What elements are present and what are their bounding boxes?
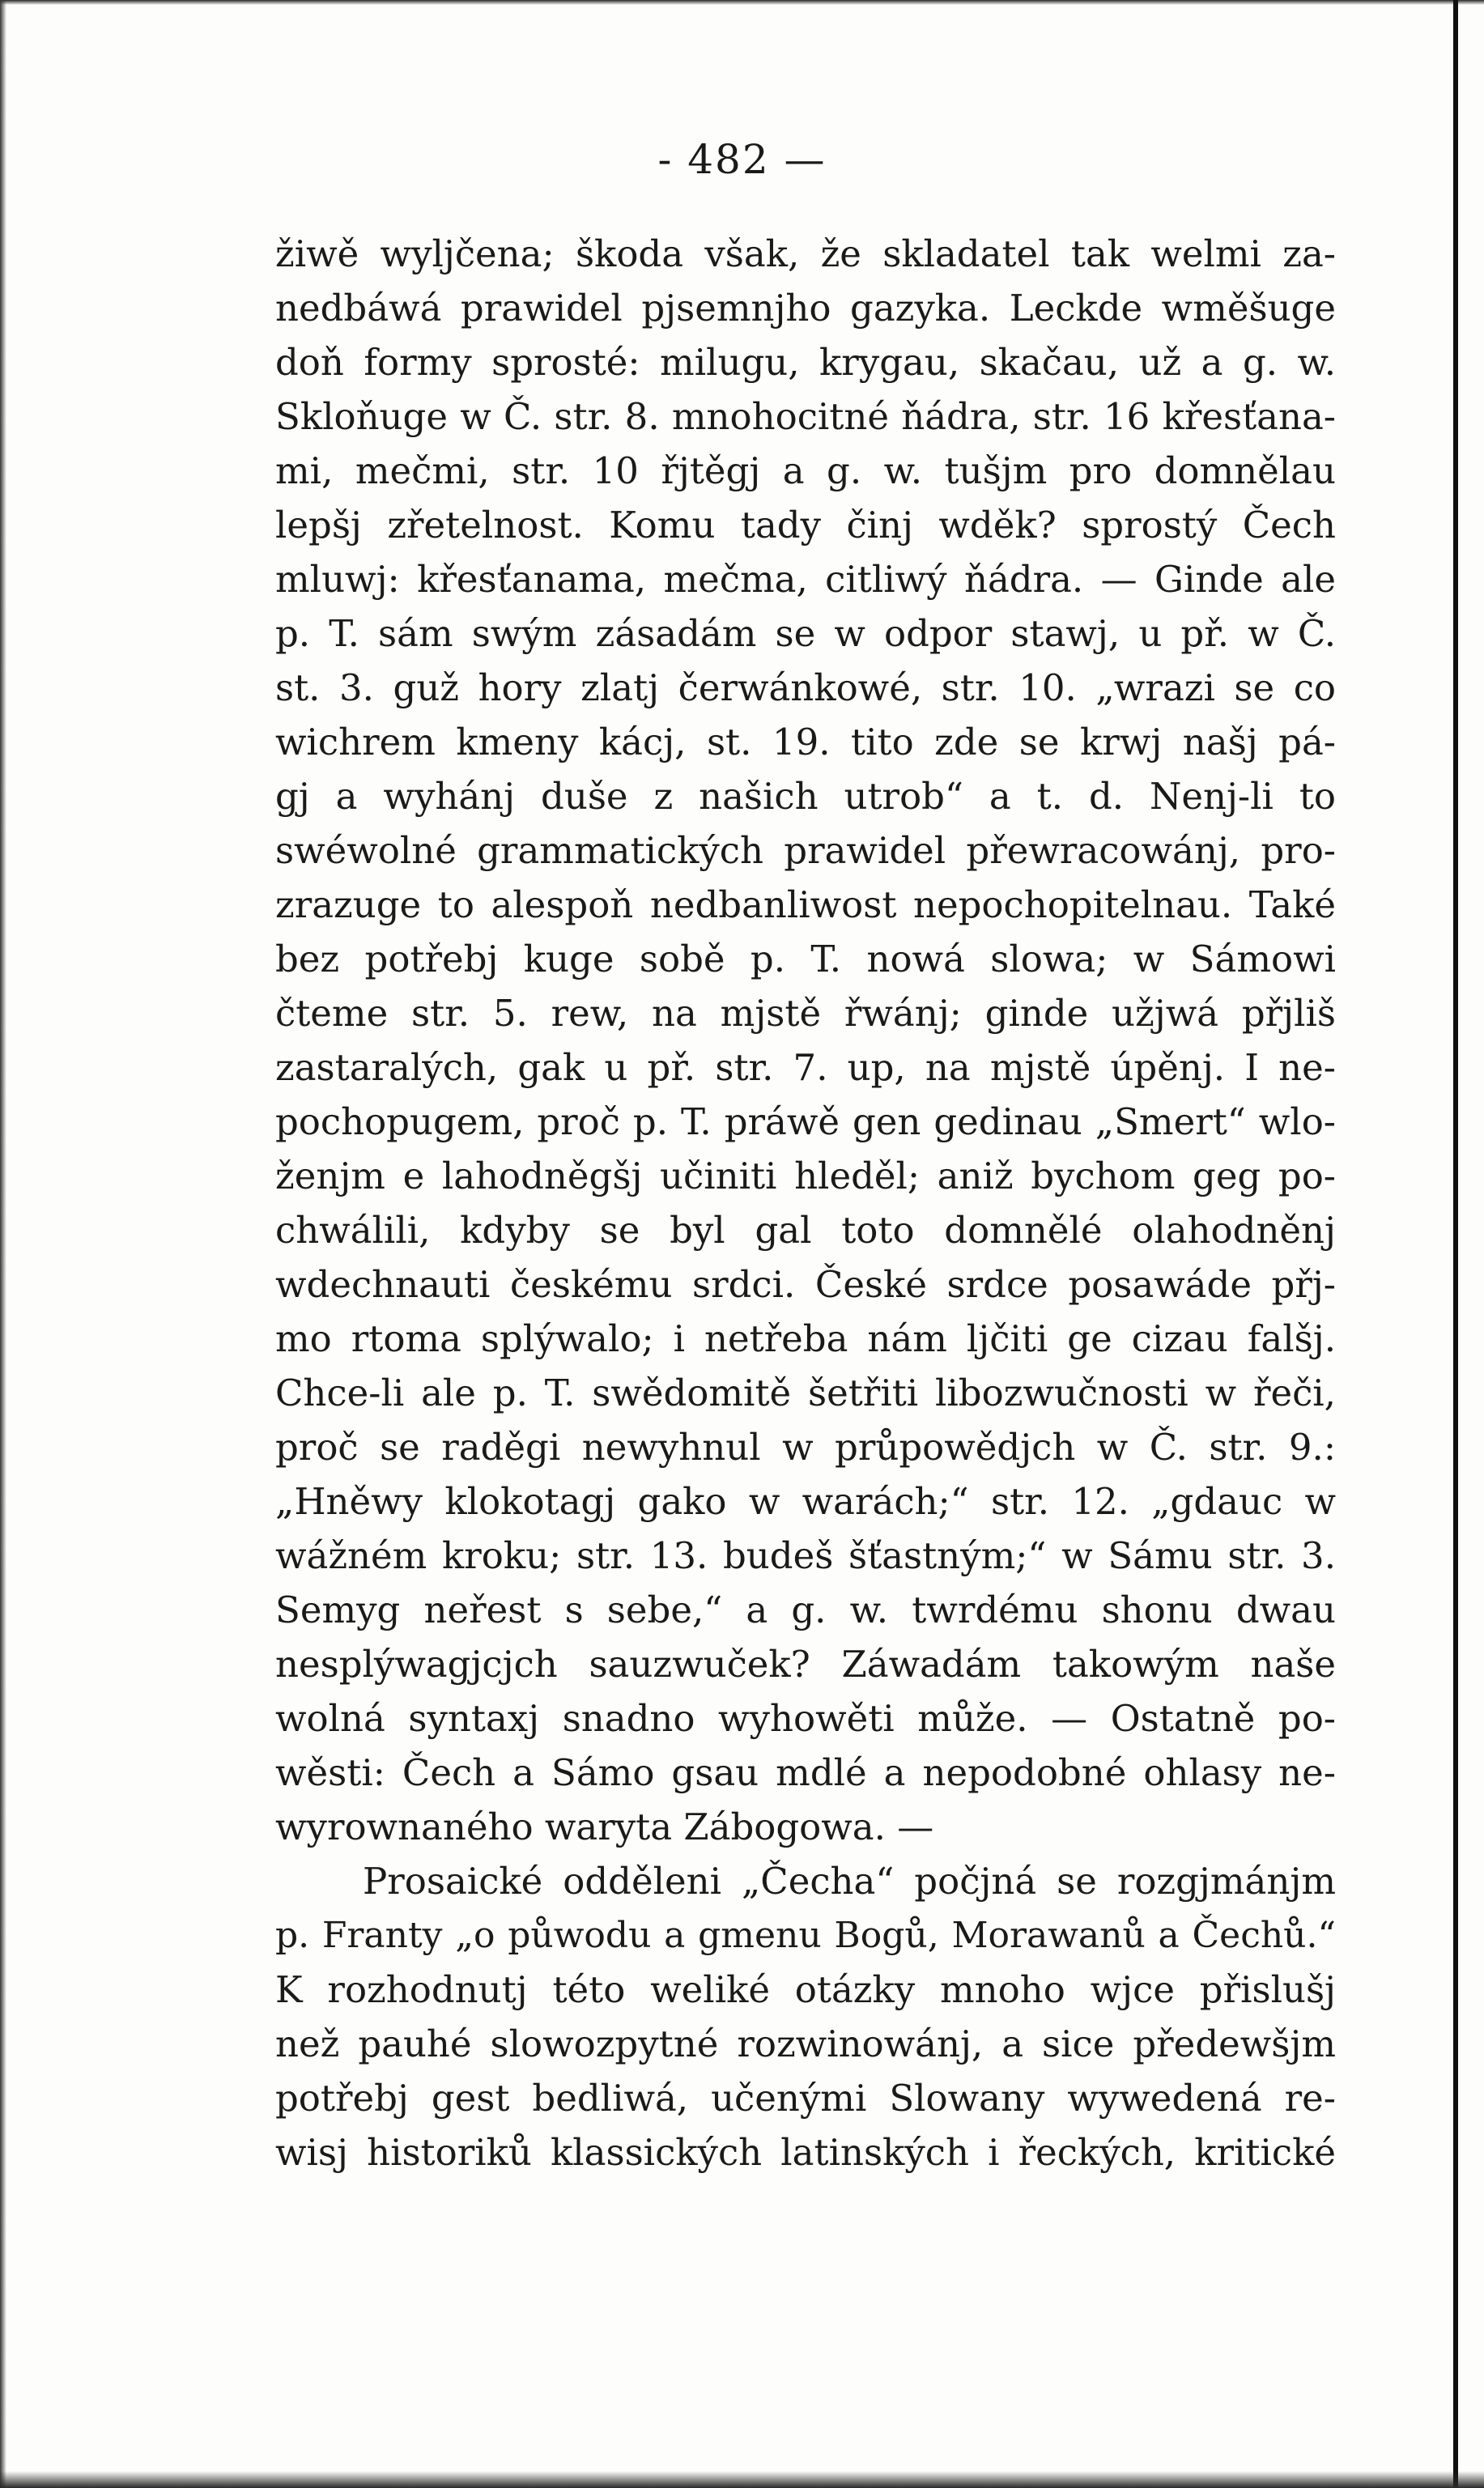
scan-edge-right (1453, 0, 1458, 2488)
text-line: zastaralých, gak u př. str. 7. up, na mjstě úpěnj. I ne- (275, 1046, 1336, 1089)
text-line: ženjm e lahodněgšj učiniti hleděl; aniž bychom geg po- (275, 1155, 1336, 1197)
text-line: bez potřebj kuge sobě p. T. nowá slowa; w Sámowi (275, 938, 1336, 980)
text-line: čteme str. 5. rew, na mjstě řwánj; ginde užjwá přjliš (275, 992, 1336, 1035)
text-line: Skloňuge w Č. str. 8. mnohocitné ňádra, str. 16 křesťana- (275, 395, 1336, 438)
text-line: p. T. sám swým zásadám se w odpor stawj, u př. w Č. (275, 612, 1336, 655)
scan-edge-left (0, 0, 6, 2488)
text-line: než pauhé slowozpytné rozwinowánj, a sice předewšjm (275, 2022, 1336, 2065)
text-line: nesplýwagjcjch sauzwuček? Záwadám takowým naše (275, 1643, 1336, 1686)
text-line: wolná syntaxj snadno wyhowěti může. — Ostatně po- (275, 1697, 1336, 1740)
text-line: wěsti: Čech a Sámo gsau mdlé a nepodobné ohlasy ne- (275, 1751, 1336, 1794)
text-line: žiwě wyljčena; škoda však, že skladatel tak welmi za- (275, 232, 1336, 275)
text-line: nedbáwá prawidel pjsemnjho gazyka. Leckde wměšuge (275, 287, 1336, 330)
paragraph-start-line: Prosaické odděleni „Čecha“ počjná se rozgjmánjm (363, 1860, 1336, 1903)
text-line: lepšj zřetelnost. Komu tady činj wděk? sprostý Čech (275, 504, 1336, 547)
text-line: wisj historiků klassických latinských i řeckých, kritické (275, 2131, 1336, 2174)
text-line: gj a wyhánj duše z našich utrob“ a t. d. Nenj-li to (275, 775, 1336, 818)
text-line: chwálili, kdyby se byl gal toto domnělé olahodněnj (275, 1209, 1336, 1252)
text-line: wážném kroku; str. 13. budeš šťastným;“ w Sámu str. 3. (275, 1534, 1336, 1577)
text-line: wdechnauti českému srdci. České srdce posawáde přj- (275, 1263, 1336, 1306)
text-line: proč se raděgi newyhnul w průpowědjch w Č. str. 9.: (275, 1426, 1336, 1469)
text-line: doň formy sprosté: milugu, krygau, skačau, už a g. w. (275, 341, 1336, 384)
text-line: zrazuge to alespoň nedbanliwost nepochopitelnau. Také (275, 883, 1336, 926)
text-line: mluwj: křesťanama, mečma, citliwý ňádra. — Ginde ale (275, 558, 1336, 601)
text-line: potřebj gest bedliwá, učenými Slowany wywedená re- (275, 2077, 1336, 2120)
text-line: Chce-li ale p. T. swědomitě šetřiti libozwučnosti w řeči, (275, 1372, 1336, 1414)
text-line: Semyg neřest s sebe,“ a g. w. twrdému shonu dwau (275, 1588, 1336, 1631)
text-line: wichrem kmeny kácj, st. 19. tito zde se krwj našj pá- (275, 721, 1336, 763)
text-line: swéwolné grammatických prawidel přewracowánj, pro- (275, 829, 1336, 872)
text-line: wyrownaného waryta Zábogowa. — (275, 1805, 934, 1848)
text-line: mo rtoma splýwalo; i netřeba nám ljčiti ge cizau falšj. (275, 1317, 1336, 1360)
text-line: K rozhodnutj této weliké otázky mnoho wjce přislušj (275, 1968, 1336, 2011)
text-line: pochopugem, proč p. T. práwě gen gedinau „Smert“ wlo- (275, 1100, 1336, 1143)
text-line: „Hněwy klokotagj gako w warách;“ str. 12. „gdauc w (275, 1480, 1336, 1523)
scan-edge-top (0, 0, 1484, 5)
text-line: mi, mečmi, str. 10 řjtěgj a g. w. tušjm pro domnělau (275, 449, 1336, 492)
scan-edge-bottom (0, 2471, 1484, 2488)
body-text (275, 227, 1336, 2180)
page-number: - 482 — (657, 136, 827, 183)
text-line: st. 3. guž hory zlatj čerwánkowé, str. 10. „wrazi se co (275, 666, 1336, 709)
text-line: p. Franty „o půwodu a gmenu Bogů, Morawanů a Čechů.“ (275, 1915, 1336, 1956)
